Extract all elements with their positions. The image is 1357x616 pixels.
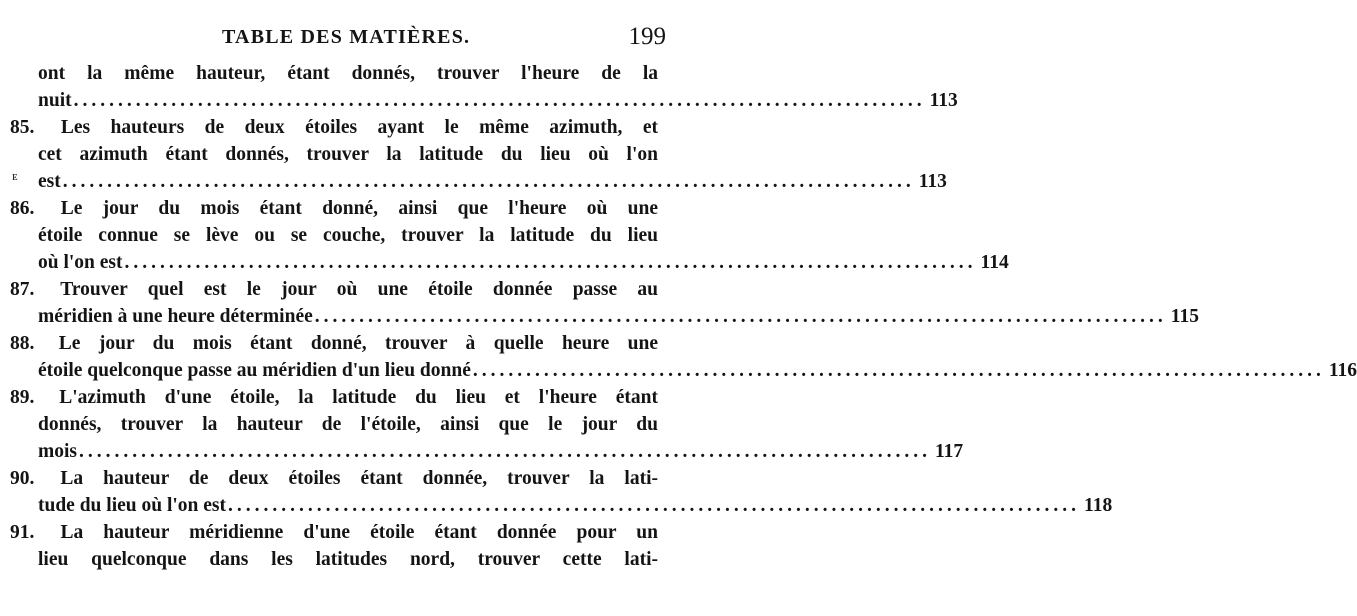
page-header [0, 23, 696, 54]
toc-page-number: 113 [929, 90, 958, 111]
toc-line [38, 249, 1009, 276]
dot-leader: ................................................................................................ [314, 306, 1167, 327]
toc-entry-90 [10, 465, 658, 492]
toc-line [38, 546, 658, 573]
toc-line-text: tude du lieu où l'on est [38, 495, 227, 516]
entry-number: 88. [10, 333, 35, 354]
stray-mark: ᴇ [12, 168, 18, 183]
entry-number: 85. [10, 117, 35, 138]
running-title: TABLE DES MATIÈRES. [222, 26, 471, 48]
toc-page-number: 117 [935, 441, 964, 462]
toc-line [38, 303, 1199, 330]
toc-entry-88 [10, 330, 658, 357]
toc-line-text: mois [38, 441, 77, 462]
toc-line-text: méridien à une heure déterminée [38, 306, 313, 327]
toc-line [38, 492, 1113, 519]
dot-leader: ................................................................................................ [472, 360, 1325, 381]
toc-line-text: Trouver quel est le jour où une étoile donnée passe au [60, 279, 658, 300]
toc-line-text: La hauteur méridienne d'une étoile étant donnée pour un [60, 522, 658, 543]
toc-line-text: Les hauteurs de deux étoiles ayant le même azimuth, et [60, 117, 659, 138]
entry-number: 87. [10, 279, 35, 300]
dot-leader: ................................................................................................ [73, 90, 926, 111]
toc-page-number: 116 [1328, 360, 1357, 381]
toc-line [38, 357, 1357, 384]
toc-line-text: où l'on est [38, 252, 123, 273]
toc-line [38, 168, 947, 195]
toc-line-text: ont la même hauteur, étant donnés, trouver l'heure de la [38, 63, 658, 84]
toc-line [38, 438, 964, 465]
entry-number: 91. [10, 522, 35, 543]
toc-line-text: La hauteur de deux étoiles étant donnée, trouver la lati- [60, 468, 658, 489]
toc-entry-89 [10, 384, 658, 411]
entry-number: 89. [10, 387, 35, 408]
toc-entry-87 [10, 276, 658, 303]
page-number: 199 [628, 23, 666, 50]
dot-leader: ................................................................................................ [79, 441, 931, 462]
toc-page-number: 115 [1170, 306, 1199, 327]
toc-line-text: donnés, trouver la hauteur de l'étoile, ainsi que le jour du [38, 414, 658, 435]
dot-leader: ................................................................................................ [62, 171, 915, 192]
toc-line [38, 222, 658, 249]
entry-number: 86. [10, 198, 35, 219]
toc-page-number: 114 [980, 252, 1009, 273]
toc-line-text: étoile connue se lève ou se couche, trouver la latitude du lieu [38, 225, 658, 246]
toc-line-text: nuit [38, 90, 72, 111]
entry-number: 90. [10, 468, 35, 489]
dot-leader: ................................................................................................ [124, 252, 977, 273]
toc-entry-86 [10, 195, 658, 222]
table-of-contents [0, 60, 1357, 573]
toc-line-text: Le jour du mois étant donné, trouver à quelle heure une [58, 333, 659, 354]
toc-line-text: est [38, 171, 61, 192]
toc-line-text: Le jour du mois étant donné, ainsi que l'heure où une [60, 198, 658, 219]
toc-line-text: lieu quelconque dans les latitudes nord, trouver cette lati- [38, 549, 658, 570]
toc-entry-85 [10, 114, 658, 141]
toc-line [38, 411, 658, 438]
toc-entry-91 [10, 519, 658, 546]
toc-line-text: L'azimuth d'une étoile, la latitude du lieu et l'heure étant [59, 387, 658, 408]
toc-line [38, 87, 958, 114]
toc-page-number: 118 [1084, 495, 1113, 516]
dot-leader: ................................................................................................ [228, 495, 1081, 516]
toc-line-text: cet azimuth étant donnés, trouver la latitude du lieu où l'on [38, 144, 658, 165]
toc-page-number: 113 [918, 171, 947, 192]
toc-line-text: étoile quelconque passe au méridien d'un lieu donné [38, 360, 471, 381]
toc-line [38, 60, 658, 87]
toc-line [38, 141, 658, 168]
